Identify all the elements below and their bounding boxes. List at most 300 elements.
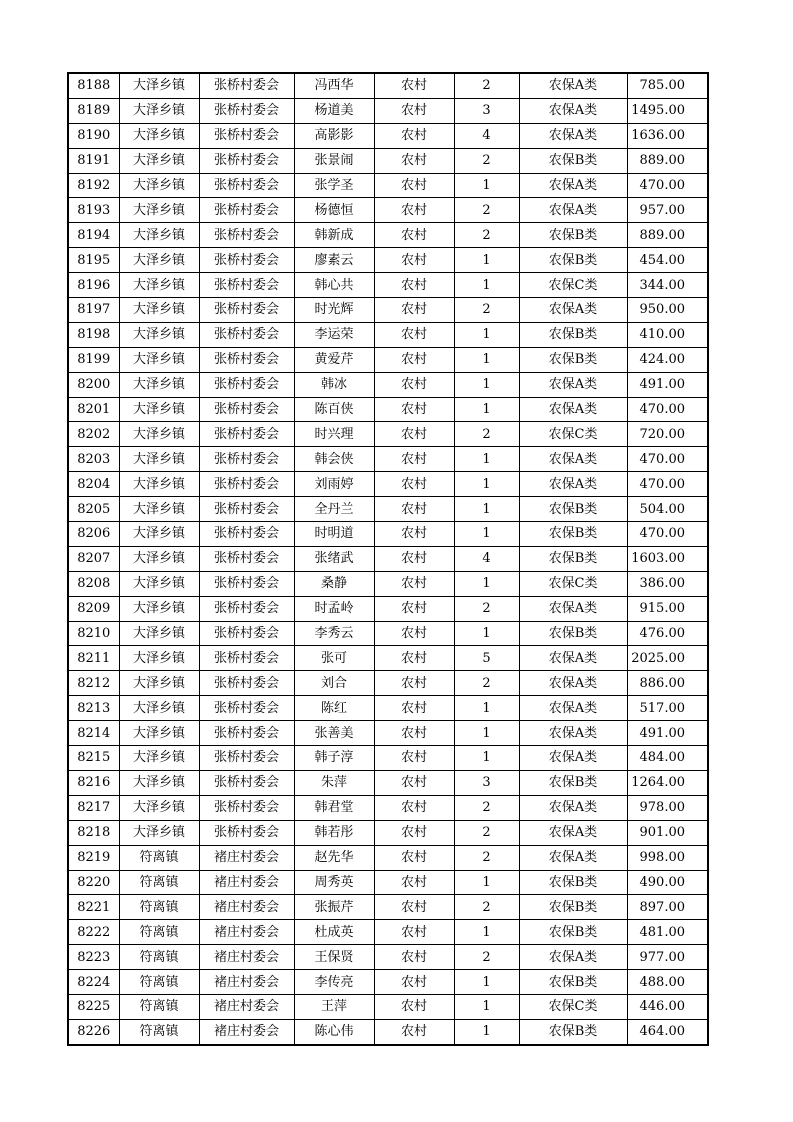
cell-household-size: 2 xyxy=(454,148,519,173)
cell-village-committee: 张桥村委会 xyxy=(199,372,294,397)
cell-amount: 978.00 xyxy=(627,795,708,820)
cell-insurance-category: 农保A类 xyxy=(519,447,627,472)
cell-village-committee: 褚庄村委会 xyxy=(199,845,294,870)
cell-row-index: 8193 xyxy=(68,198,119,223)
cell-household-size: 2 xyxy=(454,820,519,845)
cell-person-name: 时兴理 xyxy=(294,422,374,447)
cell-insurance-category: 农保A类 xyxy=(519,721,627,746)
cell-household-type: 农村 xyxy=(374,98,454,123)
cell-household-size: 4 xyxy=(454,546,519,571)
roster-table xyxy=(67,72,709,1046)
cell-row-index: 8223 xyxy=(68,945,119,970)
cell-household-size: 5 xyxy=(454,646,519,671)
cell-row-index: 8190 xyxy=(68,123,119,148)
cell-household-type: 农村 xyxy=(374,223,454,248)
cell-household-type: 农村 xyxy=(374,522,454,547)
cell-amount: 476.00 xyxy=(627,621,708,646)
cell-amount: 488.00 xyxy=(627,970,708,995)
cell-amount: 484.00 xyxy=(627,746,708,771)
cell-village-committee: 张桥村委会 xyxy=(199,671,294,696)
cell-amount: 470.00 xyxy=(627,447,708,472)
table-row xyxy=(68,945,708,970)
cell-household-type: 农村 xyxy=(374,322,454,347)
cell-row-index: 8197 xyxy=(68,298,119,323)
cell-township: 符离镇 xyxy=(119,970,199,995)
cell-person-name: 刘合 xyxy=(294,671,374,696)
cell-insurance-category: 农保B类 xyxy=(519,522,627,547)
table-row xyxy=(68,98,708,123)
cell-amount: 897.00 xyxy=(627,895,708,920)
cell-village-committee: 张桥村委会 xyxy=(199,322,294,347)
table-row xyxy=(68,646,708,671)
cell-village-committee: 张桥村委会 xyxy=(199,820,294,845)
cell-person-name: 韩君堂 xyxy=(294,795,374,820)
cell-person-name: 杜成英 xyxy=(294,920,374,945)
table-row xyxy=(68,273,708,298)
cell-household-size: 2 xyxy=(454,223,519,248)
cell-person-name: 桑静 xyxy=(294,571,374,596)
cell-township: 大泽乡镇 xyxy=(119,397,199,422)
cell-insurance-category: 农保A类 xyxy=(519,372,627,397)
cell-township: 大泽乡镇 xyxy=(119,621,199,646)
cell-insurance-category: 农保A类 xyxy=(519,198,627,223)
cell-person-name: 韩若彤 xyxy=(294,820,374,845)
table-row xyxy=(68,372,708,397)
cell-insurance-category: 农保A类 xyxy=(519,795,627,820)
cell-village-committee: 张桥村委会 xyxy=(199,546,294,571)
cell-person-name: 黄爱芹 xyxy=(294,347,374,372)
cell-township: 大泽乡镇 xyxy=(119,173,199,198)
cell-village-committee: 张桥村委会 xyxy=(199,73,294,98)
cell-person-name: 时孟岭 xyxy=(294,596,374,621)
cell-village-committee: 张桥村委会 xyxy=(199,721,294,746)
cell-household-size: 2 xyxy=(454,671,519,696)
cell-township: 大泽乡镇 xyxy=(119,696,199,721)
cell-amount: 1495.00 xyxy=(627,98,708,123)
cell-household-type: 农村 xyxy=(374,746,454,771)
cell-village-committee: 张桥村委会 xyxy=(199,422,294,447)
cell-insurance-category: 农保B类 xyxy=(519,497,627,522)
cell-amount: 517.00 xyxy=(627,696,708,721)
table-row xyxy=(68,73,708,98)
cell-row-index: 8203 xyxy=(68,447,119,472)
cell-insurance-category: 农保A类 xyxy=(519,596,627,621)
cell-row-index: 8215 xyxy=(68,746,119,771)
cell-household-size: 2 xyxy=(454,895,519,920)
cell-insurance-category: 农保A类 xyxy=(519,298,627,323)
cell-household-type: 农村 xyxy=(374,372,454,397)
cell-person-name: 李运荣 xyxy=(294,322,374,347)
cell-row-index: 8207 xyxy=(68,546,119,571)
table-row xyxy=(68,546,708,571)
cell-village-committee: 张桥村委会 xyxy=(199,746,294,771)
cell-township: 大泽乡镇 xyxy=(119,820,199,845)
cell-row-index: 8188 xyxy=(68,73,119,98)
cell-household-size: 1 xyxy=(454,447,519,472)
cell-household-size: 2 xyxy=(454,795,519,820)
cell-household-type: 农村 xyxy=(374,795,454,820)
cell-person-name: 杨德恒 xyxy=(294,198,374,223)
cell-township: 大泽乡镇 xyxy=(119,298,199,323)
cell-person-name: 时明道 xyxy=(294,522,374,547)
cell-household-type: 农村 xyxy=(374,621,454,646)
cell-household-size: 1 xyxy=(454,746,519,771)
table-row xyxy=(68,422,708,447)
cell-amount: 1636.00 xyxy=(627,123,708,148)
cell-row-index: 8209 xyxy=(68,596,119,621)
cell-household-size: 1 xyxy=(454,397,519,422)
cell-township: 符离镇 xyxy=(119,895,199,920)
cell-row-index: 8222 xyxy=(68,920,119,945)
cell-village-committee: 张桥村委会 xyxy=(199,123,294,148)
cell-household-size: 3 xyxy=(454,770,519,795)
cell-township: 大泽乡镇 xyxy=(119,422,199,447)
cell-amount: 889.00 xyxy=(627,223,708,248)
cell-insurance-category: 农保B类 xyxy=(519,148,627,173)
cell-person-name: 韩心共 xyxy=(294,273,374,298)
cell-insurance-category: 农保B类 xyxy=(519,770,627,795)
cell-township: 大泽乡镇 xyxy=(119,447,199,472)
cell-insurance-category: 农保B类 xyxy=(519,970,627,995)
cell-village-committee: 张桥村委会 xyxy=(199,596,294,621)
cell-amount: 950.00 xyxy=(627,298,708,323)
cell-amount: 785.00 xyxy=(627,73,708,98)
cell-person-name: 韩子淳 xyxy=(294,746,374,771)
cell-household-type: 农村 xyxy=(374,671,454,696)
cell-village-committee: 张桥村委会 xyxy=(199,173,294,198)
cell-household-type: 农村 xyxy=(374,248,454,273)
cell-household-type: 农村 xyxy=(374,422,454,447)
cell-township: 符离镇 xyxy=(119,920,199,945)
cell-person-name: 杨道美 xyxy=(294,98,374,123)
cell-village-committee: 张桥村委会 xyxy=(199,98,294,123)
cell-household-size: 1 xyxy=(454,1019,519,1044)
cell-household-size: 1 xyxy=(454,696,519,721)
cell-village-committee: 褚庄村委会 xyxy=(199,945,294,970)
cell-person-name: 陈心伟 xyxy=(294,1019,374,1044)
cell-household-size: 1 xyxy=(454,273,519,298)
cell-row-index: 8194 xyxy=(68,223,119,248)
cell-insurance-category: 农保A类 xyxy=(519,820,627,845)
table-row xyxy=(68,845,708,870)
cell-household-size: 1 xyxy=(454,522,519,547)
cell-amount: 470.00 xyxy=(627,472,708,497)
cell-person-name: 廖素云 xyxy=(294,248,374,273)
cell-household-type: 农村 xyxy=(374,696,454,721)
cell-household-size: 1 xyxy=(454,920,519,945)
cell-household-size: 1 xyxy=(454,173,519,198)
cell-insurance-category: 农保B类 xyxy=(519,870,627,895)
cell-row-index: 8199 xyxy=(68,347,119,372)
cell-village-committee: 张桥村委会 xyxy=(199,298,294,323)
cell-insurance-category: 农保A类 xyxy=(519,472,627,497)
cell-village-committee: 张桥村委会 xyxy=(199,795,294,820)
cell-household-size: 1 xyxy=(454,472,519,497)
cell-person-name: 朱萍 xyxy=(294,770,374,795)
cell-household-size: 1 xyxy=(454,994,519,1019)
cell-township: 大泽乡镇 xyxy=(119,522,199,547)
cell-township: 大泽乡镇 xyxy=(119,273,199,298)
cell-village-committee: 褚庄村委会 xyxy=(199,870,294,895)
cell-person-name: 张景闹 xyxy=(294,148,374,173)
cell-row-index: 8220 xyxy=(68,870,119,895)
cell-household-type: 农村 xyxy=(374,472,454,497)
table-row xyxy=(68,920,708,945)
cell-person-name: 冯西华 xyxy=(294,73,374,98)
cell-household-size: 2 xyxy=(454,945,519,970)
cell-township: 大泽乡镇 xyxy=(119,198,199,223)
table-row xyxy=(68,820,708,845)
cell-household-type: 农村 xyxy=(374,870,454,895)
cell-village-committee: 张桥村委会 xyxy=(199,223,294,248)
cell-person-name: 王萍 xyxy=(294,994,374,1019)
cell-household-type: 农村 xyxy=(374,721,454,746)
cell-household-size: 2 xyxy=(454,298,519,323)
cell-row-index: 8214 xyxy=(68,721,119,746)
cell-amount: 410.00 xyxy=(627,322,708,347)
table-row xyxy=(68,298,708,323)
cell-township: 符离镇 xyxy=(119,1019,199,1044)
table-row xyxy=(68,795,708,820)
cell-amount: 464.00 xyxy=(627,1019,708,1044)
table-row xyxy=(68,1019,708,1044)
cell-amount: 470.00 xyxy=(627,397,708,422)
table-row xyxy=(68,870,708,895)
cell-amount: 470.00 xyxy=(627,522,708,547)
cell-village-committee: 褚庄村委会 xyxy=(199,970,294,995)
cell-row-index: 8211 xyxy=(68,646,119,671)
cell-household-size: 4 xyxy=(454,123,519,148)
cell-person-name: 张绪武 xyxy=(294,546,374,571)
cell-insurance-category: 农保A类 xyxy=(519,646,627,671)
cell-village-committee: 张桥村委会 xyxy=(199,347,294,372)
cell-household-type: 农村 xyxy=(374,845,454,870)
table-row xyxy=(68,223,708,248)
cell-person-name: 刘雨婷 xyxy=(294,472,374,497)
table-row xyxy=(68,895,708,920)
table-row xyxy=(68,248,708,273)
cell-township: 大泽乡镇 xyxy=(119,671,199,696)
cell-household-size: 1 xyxy=(454,347,519,372)
cell-insurance-category: 农保A类 xyxy=(519,397,627,422)
cell-village-committee: 张桥村委会 xyxy=(199,447,294,472)
cell-township: 符离镇 xyxy=(119,870,199,895)
cell-household-type: 农村 xyxy=(374,198,454,223)
cell-household-type: 农村 xyxy=(374,596,454,621)
cell-amount: 344.00 xyxy=(627,273,708,298)
cell-person-name: 张学圣 xyxy=(294,173,374,198)
cell-amount: 2025.00 xyxy=(627,646,708,671)
cell-household-type: 农村 xyxy=(374,945,454,970)
cell-amount: 1264.00 xyxy=(627,770,708,795)
cell-household-type: 农村 xyxy=(374,273,454,298)
cell-amount: 901.00 xyxy=(627,820,708,845)
cell-township: 大泽乡镇 xyxy=(119,746,199,771)
cell-insurance-category: 农保A类 xyxy=(519,696,627,721)
cell-row-index: 8210 xyxy=(68,621,119,646)
cell-insurance-category: 农保A类 xyxy=(519,73,627,98)
cell-row-index: 8195 xyxy=(68,248,119,273)
cell-township: 符离镇 xyxy=(119,994,199,1019)
cell-amount: 490.00 xyxy=(627,870,708,895)
cell-amount: 915.00 xyxy=(627,596,708,621)
cell-village-committee: 张桥村委会 xyxy=(199,148,294,173)
cell-household-type: 农村 xyxy=(374,895,454,920)
cell-insurance-category: 农保B类 xyxy=(519,920,627,945)
cell-row-index: 8226 xyxy=(68,1019,119,1044)
cell-person-name: 周秀英 xyxy=(294,870,374,895)
table-row xyxy=(68,347,708,372)
cell-household-size: 1 xyxy=(454,970,519,995)
table-row xyxy=(68,696,708,721)
cell-row-index: 8213 xyxy=(68,696,119,721)
cell-amount: 386.00 xyxy=(627,571,708,596)
cell-person-name: 陈百侠 xyxy=(294,397,374,422)
cell-household-type: 农村 xyxy=(374,646,454,671)
cell-township: 大泽乡镇 xyxy=(119,596,199,621)
cell-household-size: 1 xyxy=(454,621,519,646)
table-row xyxy=(68,671,708,696)
cell-amount: 491.00 xyxy=(627,372,708,397)
table-row xyxy=(68,621,708,646)
cell-row-index: 8191 xyxy=(68,148,119,173)
cell-household-type: 农村 xyxy=(374,298,454,323)
cell-insurance-category: 农保A类 xyxy=(519,845,627,870)
cell-amount: 957.00 xyxy=(627,198,708,223)
cell-person-name: 李传亮 xyxy=(294,970,374,995)
cell-row-index: 8216 xyxy=(68,770,119,795)
cell-township: 大泽乡镇 xyxy=(119,123,199,148)
cell-village-committee: 张桥村委会 xyxy=(199,497,294,522)
cell-row-index: 8208 xyxy=(68,571,119,596)
cell-household-type: 农村 xyxy=(374,447,454,472)
cell-row-index: 8225 xyxy=(68,994,119,1019)
cell-insurance-category: 农保B类 xyxy=(519,546,627,571)
cell-township: 大泽乡镇 xyxy=(119,223,199,248)
cell-village-committee: 张桥村委会 xyxy=(199,646,294,671)
cell-township: 符离镇 xyxy=(119,945,199,970)
cell-household-type: 农村 xyxy=(374,148,454,173)
cell-township: 大泽乡镇 xyxy=(119,148,199,173)
cell-household-size: 1 xyxy=(454,870,519,895)
cell-village-committee: 褚庄村委会 xyxy=(199,994,294,1019)
cell-insurance-category: 农保A类 xyxy=(519,98,627,123)
cell-insurance-category: 农保B类 xyxy=(519,621,627,646)
cell-household-type: 农村 xyxy=(374,497,454,522)
table-row xyxy=(68,497,708,522)
cell-village-committee: 褚庄村委会 xyxy=(199,895,294,920)
cell-insurance-category: 农保B类 xyxy=(519,347,627,372)
cell-row-index: 8200 xyxy=(68,372,119,397)
cell-township: 大泽乡镇 xyxy=(119,248,199,273)
table-row xyxy=(68,198,708,223)
cell-insurance-category: 农保A类 xyxy=(519,173,627,198)
cell-village-committee: 张桥村委会 xyxy=(199,696,294,721)
cell-township: 大泽乡镇 xyxy=(119,795,199,820)
cell-household-type: 农村 xyxy=(374,123,454,148)
cell-amount: 454.00 xyxy=(627,248,708,273)
cell-amount: 720.00 xyxy=(627,422,708,447)
table-row xyxy=(68,721,708,746)
cell-row-index: 8212 xyxy=(68,671,119,696)
cell-household-size: 1 xyxy=(454,571,519,596)
cell-amount: 886.00 xyxy=(627,671,708,696)
cell-person-name: 韩新成 xyxy=(294,223,374,248)
cell-household-type: 农村 xyxy=(374,920,454,945)
cell-village-committee: 张桥村委会 xyxy=(199,522,294,547)
cell-insurance-category: 农保C类 xyxy=(519,571,627,596)
cell-insurance-category: 农保B类 xyxy=(519,223,627,248)
cell-township: 大泽乡镇 xyxy=(119,98,199,123)
cell-amount: 977.00 xyxy=(627,945,708,970)
cell-household-type: 农村 xyxy=(374,994,454,1019)
cell-household-type: 农村 xyxy=(374,73,454,98)
cell-amount: 424.00 xyxy=(627,347,708,372)
cell-amount: 889.00 xyxy=(627,148,708,173)
table-row xyxy=(68,970,708,995)
table-row xyxy=(68,148,708,173)
cell-household-size: 3 xyxy=(454,98,519,123)
cell-village-committee: 张桥村委会 xyxy=(199,248,294,273)
cell-amount: 1603.00 xyxy=(627,546,708,571)
table-row xyxy=(68,123,708,148)
table-row xyxy=(68,994,708,1019)
cell-person-name: 张善美 xyxy=(294,721,374,746)
cell-insurance-category: 农保B类 xyxy=(519,322,627,347)
cell-insurance-category: 农保A类 xyxy=(519,746,627,771)
cell-township: 大泽乡镇 xyxy=(119,472,199,497)
cell-amount: 998.00 xyxy=(627,845,708,870)
cell-row-index: 8189 xyxy=(68,98,119,123)
cell-township: 符离镇 xyxy=(119,845,199,870)
cell-household-type: 农村 xyxy=(374,1019,454,1044)
cell-row-index: 8202 xyxy=(68,422,119,447)
cell-row-index: 8218 xyxy=(68,820,119,845)
cell-person-name: 赵先华 xyxy=(294,845,374,870)
cell-amount: 481.00 xyxy=(627,920,708,945)
cell-village-committee: 张桥村委会 xyxy=(199,472,294,497)
cell-household-type: 农村 xyxy=(374,173,454,198)
cell-insurance-category: 农保B类 xyxy=(519,248,627,273)
table-row xyxy=(68,397,708,422)
cell-amount: 504.00 xyxy=(627,497,708,522)
cell-household-size: 2 xyxy=(454,73,519,98)
cell-household-size: 1 xyxy=(454,322,519,347)
cell-row-index: 8196 xyxy=(68,273,119,298)
table-row xyxy=(68,596,708,621)
cell-insurance-category: 农保B类 xyxy=(519,1019,627,1044)
cell-insurance-category: 农保A类 xyxy=(519,945,627,970)
cell-row-index: 8224 xyxy=(68,970,119,995)
table-row xyxy=(68,571,708,596)
table-row xyxy=(68,322,708,347)
cell-village-committee: 张桥村委会 xyxy=(199,571,294,596)
cell-insurance-category: 农保C类 xyxy=(519,273,627,298)
cell-township: 大泽乡镇 xyxy=(119,546,199,571)
cell-person-name: 李秀云 xyxy=(294,621,374,646)
cell-township: 大泽乡镇 xyxy=(119,73,199,98)
cell-village-committee: 张桥村委会 xyxy=(199,198,294,223)
cell-village-committee: 褚庄村委会 xyxy=(199,1019,294,1044)
cell-household-type: 农村 xyxy=(374,347,454,372)
roster-body xyxy=(68,73,708,1045)
cell-household-size: 2 xyxy=(454,198,519,223)
cell-household-size: 1 xyxy=(454,721,519,746)
cell-household-type: 农村 xyxy=(374,397,454,422)
cell-household-size: 2 xyxy=(454,845,519,870)
cell-household-type: 农村 xyxy=(374,820,454,845)
cell-township: 大泽乡镇 xyxy=(119,770,199,795)
